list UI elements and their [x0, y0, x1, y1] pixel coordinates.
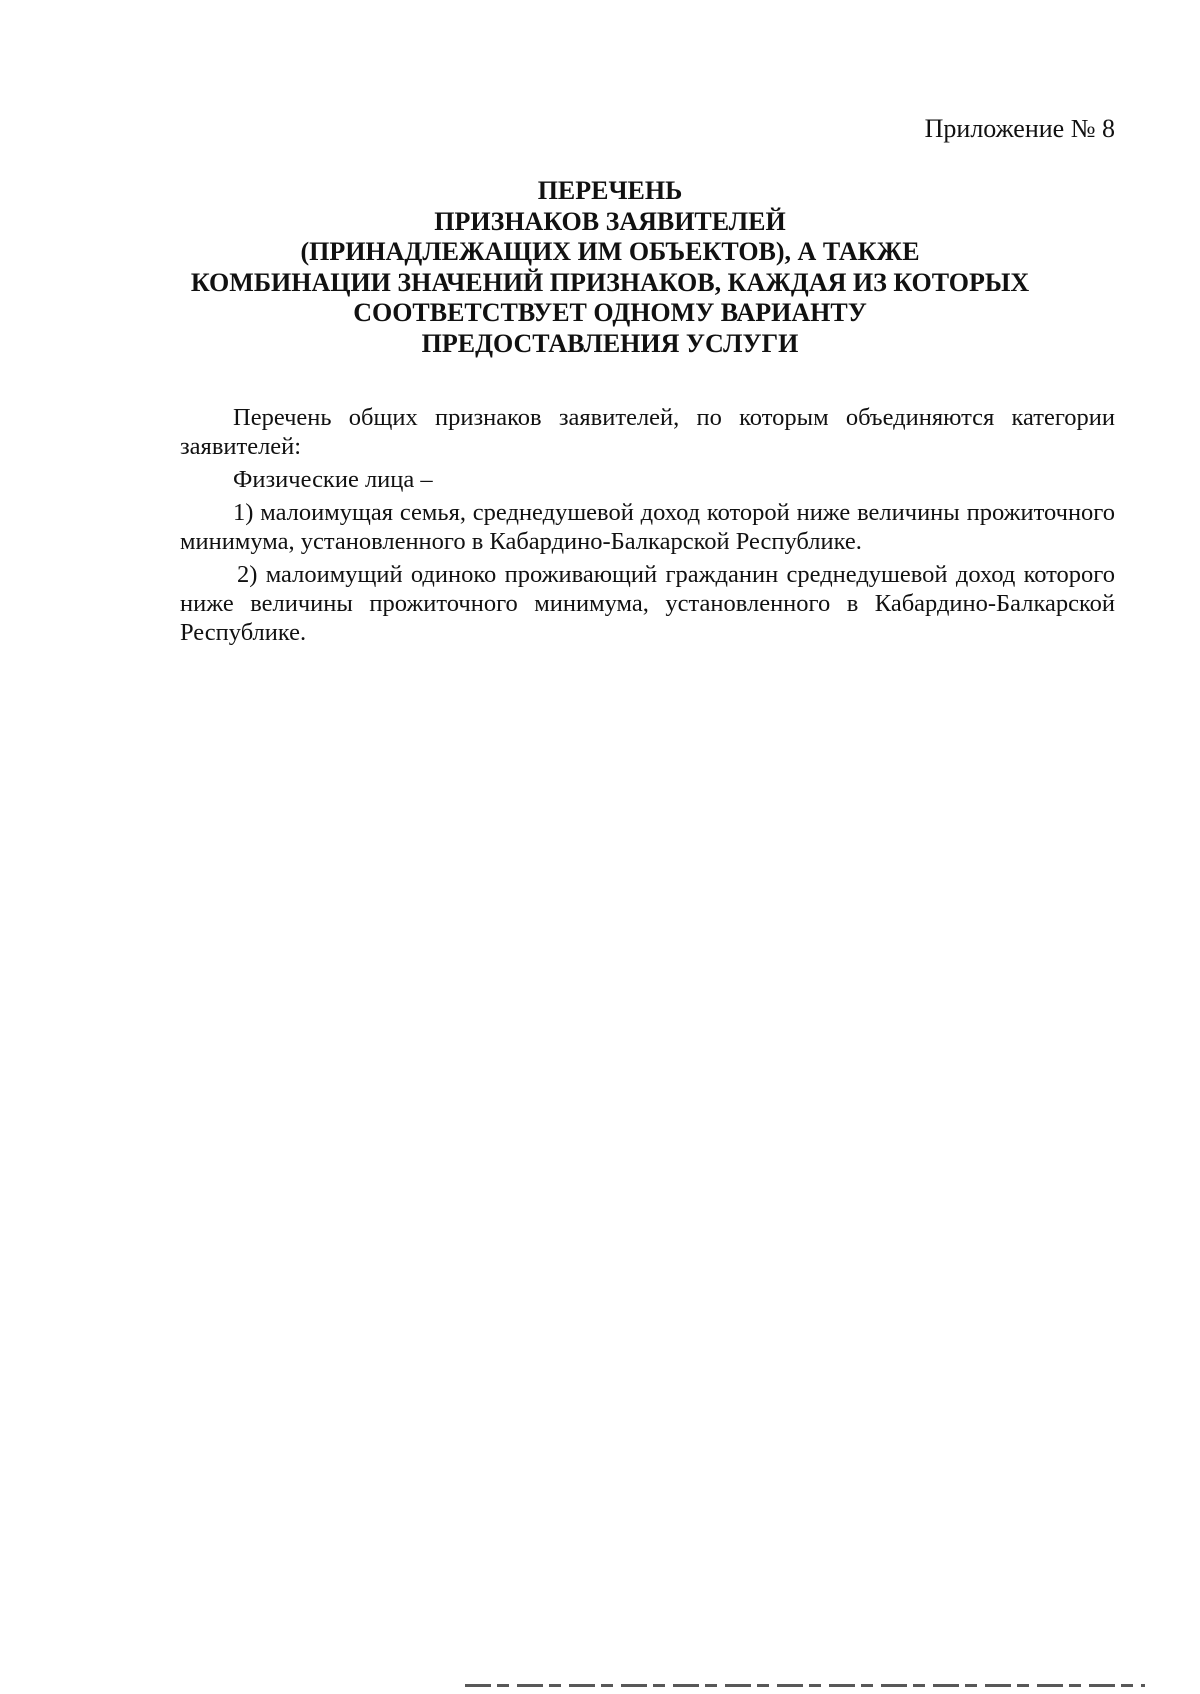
- document-title: [170, 176, 1050, 359]
- title-line-5: СООТВЕТСТВУЕТ ОДНОМУ ВАРИАНТУ: [353, 298, 867, 327]
- scan-edge-line: [465, 1684, 1145, 1687]
- appendix-label: Приложение № 8: [924, 114, 1115, 143]
- title-line-2: ПРИЗНАКОВ ЗАЯВИТЕЛЕЙ: [434, 206, 786, 236]
- category-heading: Физические лица –: [233, 466, 433, 493]
- intro-paragraph: Перечень общих признаков заявителей, по которым объединяются категории заявителей:: [180, 404, 1115, 460]
- document-body: [180, 403, 1115, 651]
- title-line-6: ПРЕДОСТАВЛЕНИЯ УСЛУГИ: [421, 328, 799, 358]
- title-line-3: (ПРИНАДЛЕЖАЩИХ ИМ ОБЪЕКТОВ), А ТАКЖЕ: [300, 237, 920, 266]
- list-item-1: 1) малоимущая семья, среднедушевой доход которой ниже величины прожиточного минимума, установленного в Кабардино-Балкарской Республике.: [180, 499, 1115, 555]
- title-line-1: ПЕРЕЧЕНЬ: [537, 176, 683, 205]
- list-item-2: 2) малоимущий одиноко проживающий гражданин среднедушевой доход которого ниже величины прожиточного минимума, установленного в Кабардино-Балкарской Республике.: [180, 561, 1115, 646]
- title-line-4: КОМБИНАЦИИ ЗНАЧЕНИЙ ПРИЗНАКОВ, КАЖДАЯ ИЗ КОТОРЫХ: [190, 267, 1030, 297]
